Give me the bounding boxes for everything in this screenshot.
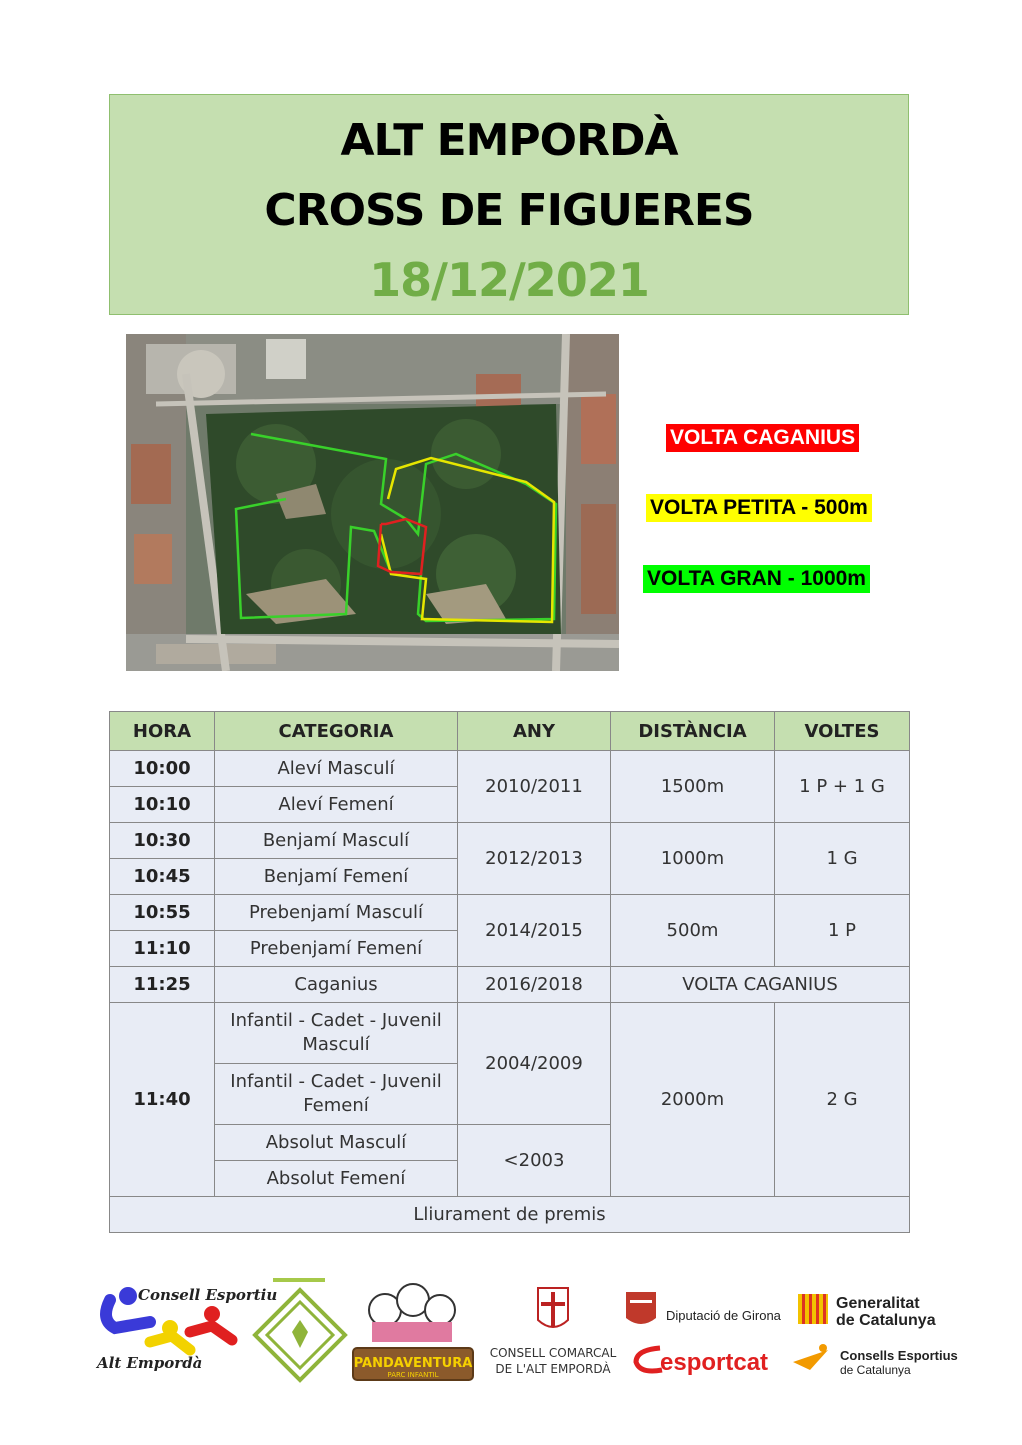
table-row	[110, 751, 910, 787]
cell-hora: 10:00	[110, 751, 215, 787]
cell-voltes: 1 P + 1 G	[775, 751, 910, 823]
route-map	[126, 334, 619, 671]
cell-lliurament-premis: Lliurament de premis	[110, 1197, 910, 1233]
schedule-table	[109, 711, 910, 1233]
legend-volta-gran: VOLTA GRAN - 1000m	[643, 565, 870, 593]
consell-esportiu-logo	[95, 1286, 277, 1372]
title-line-1: ALT EMPORDÀ	[340, 115, 678, 166]
dipu-name: Diputació de Girona	[666, 1308, 781, 1323]
cell-distancia: 2000m	[611, 1003, 775, 1197]
header-distancia: DISTÀNCIA	[611, 712, 775, 751]
table-row	[110, 1003, 910, 1064]
header-any: ANY	[458, 712, 611, 751]
cell-volta-caganius: VOLTA CAGANIUS	[611, 967, 910, 1003]
table-header-row	[110, 712, 910, 751]
cell-categoria: Aleví Masculí	[215, 751, 458, 787]
cell-hora: 10:10	[110, 787, 215, 823]
cons-line-1: Consells Esportius	[840, 1348, 958, 1363]
cell-hora: 11:40	[110, 1003, 215, 1197]
cell-any: 2004/2009	[458, 1003, 611, 1125]
table-row	[110, 967, 910, 1003]
panda-title: PANDAVENTURA	[353, 1356, 473, 1371]
header-categoria: CATEGORIA	[215, 712, 458, 751]
legend-volta-caganius: VOLTA CAGANIUS	[666, 424, 859, 452]
consells-esportius-logo	[793, 1344, 958, 1377]
ce-line-2: Alt Empordà	[97, 1354, 203, 1372]
table-footer-row	[110, 1197, 910, 1233]
event-date: 18/12/2021	[369, 253, 649, 307]
diputacio-girona-logo	[626, 1292, 782, 1324]
esportcat-name: esportcat	[660, 1349, 769, 1376]
cc-line-1: CONSELL COMARCAL	[489, 1346, 617, 1360]
table-row	[110, 823, 910, 859]
cell-hora: 11:25	[110, 967, 215, 1003]
cc-line-2: DE L'ALT EMPORDÀ	[495, 1362, 611, 1376]
cell-hora: 10:30	[110, 823, 215, 859]
sponsor-logos	[0, 1270, 1022, 1400]
cell-voltes: 1 G	[775, 823, 910, 895]
cell-any: 2010/2011	[458, 751, 611, 823]
title-line-2: CROSS DE FIGUERES	[264, 185, 754, 236]
header-hora: HORA	[110, 712, 215, 751]
cell-any: <2003	[458, 1125, 611, 1197]
cell-categoria: Absolut Femení	[215, 1161, 458, 1197]
title-box	[109, 94, 909, 315]
cell-categoria: Infantil - Cadet - Juvenil Femení	[215, 1064, 458, 1125]
cell-distancia: 500m	[611, 895, 775, 967]
cell-categoria: Aleví Femení	[215, 787, 458, 823]
cell-categoria: Benjamí Femení	[215, 859, 458, 895]
cell-any: 2012/2013	[458, 823, 611, 895]
cell-hora: 10:55	[110, 895, 215, 931]
ce-line-1: Consell Esportiu	[138, 1286, 278, 1304]
cell-voltes: 1 P	[775, 895, 910, 967]
header-voltes: VOLTES	[775, 712, 910, 751]
cell-categoria: Prebenjamí Femení	[215, 931, 458, 967]
esportcat-logo	[636, 1348, 768, 1376]
cell-distancia: 1500m	[611, 751, 775, 823]
cell-any: 2014/2015	[458, 895, 611, 967]
cell-hora: 10:45	[110, 859, 215, 895]
cell-categoria: Caganius	[215, 967, 458, 1003]
table-row	[110, 895, 910, 931]
cons-line-2: de Catalunya	[840, 1363, 911, 1377]
cell-hora: 11:10	[110, 931, 215, 967]
cell-distancia: 1000m	[611, 823, 775, 895]
consell-comarcal-logo	[490, 1288, 617, 1376]
cell-categoria: Absolut Masculí	[215, 1125, 458, 1161]
gen-line-1: Generalitat	[836, 1295, 920, 1312]
legend-volta-petita: VOLTA PETITA - 500m	[646, 494, 872, 522]
cell-categoria: Prebenjamí Masculí	[215, 895, 458, 931]
cell-voltes: 2 G	[775, 1003, 910, 1197]
pandaventura-logo	[353, 1284, 473, 1380]
cell-categoria: Infantil - Cadet - Juvenil Masculí	[215, 1003, 458, 1064]
panda-subtitle: PARC INFANTIL	[387, 1371, 439, 1379]
generalitat-logo	[798, 1294, 936, 1329]
cell-any: 2016/2018	[458, 967, 611, 1003]
cell-categoria: Benjamí Masculí	[215, 823, 458, 859]
gen-line-2: de Catalunya	[836, 1312, 936, 1329]
